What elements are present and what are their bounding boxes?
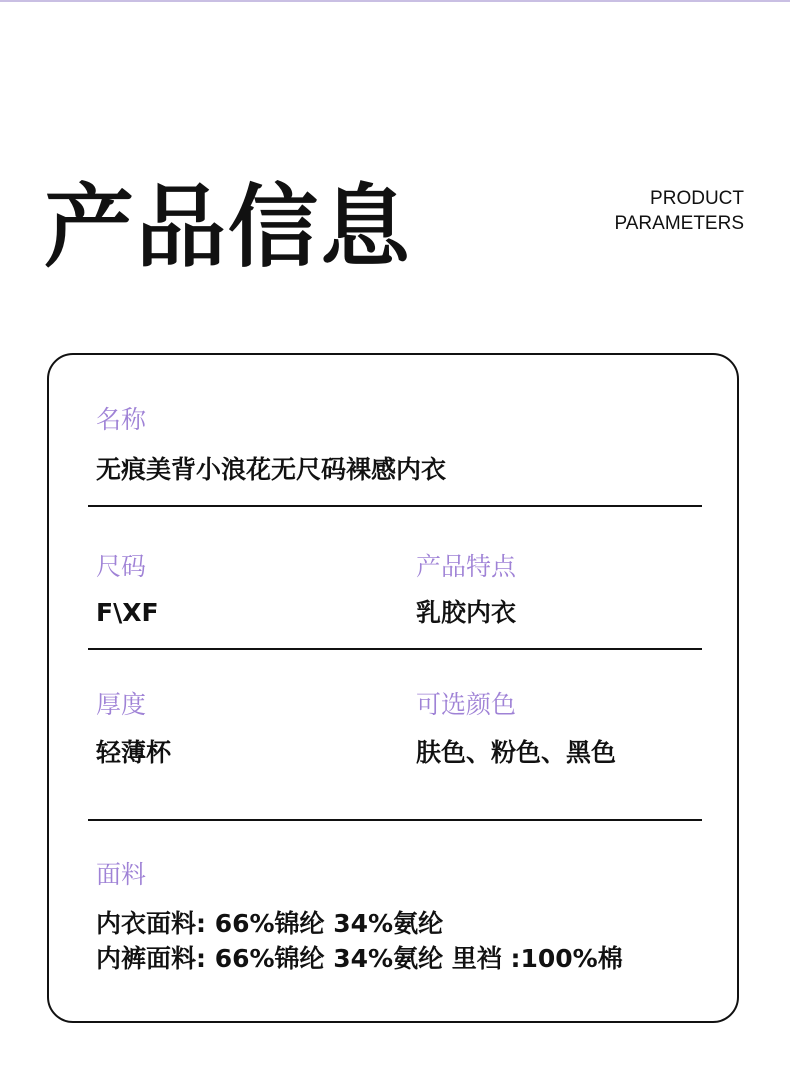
thickness-label: 厚度: [96, 690, 147, 719]
name-label: 名称: [96, 405, 147, 434]
colors-value: 肤色、粉色、黑色: [416, 738, 617, 767]
page-subtitle: [614, 186, 744, 236]
feature-value: 乳胶内衣: [416, 598, 517, 627]
page-title: 产品信息: [44, 175, 412, 280]
thickness-value: 轻薄杯: [96, 738, 172, 767]
size-value: F\XF: [96, 598, 159, 627]
name-value: 无痕美背小浪花无尺码裸感内衣: [96, 455, 447, 484]
subtitle-line-2: PARAMETERS: [614, 213, 744, 234]
fabric-line-1: 内衣面料: 66%锦纶 34%氨纶: [96, 909, 444, 938]
divider-2: [88, 648, 702, 650]
divider-1: [88, 505, 702, 507]
colors-label: 可选颜色: [416, 690, 517, 719]
size-label: 尺码: [96, 552, 147, 581]
subtitle-line-1: PRODUCT: [650, 188, 744, 209]
fabric-label: 面料: [96, 860, 147, 889]
divider-3: [88, 819, 702, 821]
fabric-line-2: 内裤面料: 66%锦纶 34%氨纶 里裆 :100%棉: [96, 944, 623, 973]
feature-label: 产品特点: [416, 552, 517, 581]
top-accent-rule: [0, 0, 790, 2]
